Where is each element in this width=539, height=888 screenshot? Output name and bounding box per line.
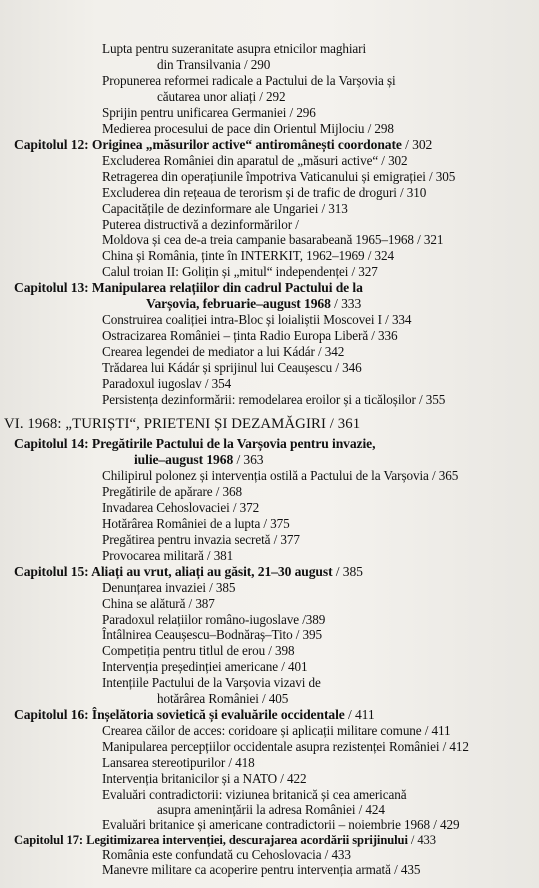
chapter-heading-continuation: iulie–august 1968 / 363	[134, 452, 264, 467]
toc-entry: China și România, ținte în INTERKIT, 1962–1969 / 324	[102, 248, 394, 264]
toc-entry: Competiția pentru titlul de erou / 398	[102, 643, 295, 659]
toc-entry: Pregătirea pentru invazia secretă / 377	[102, 531, 300, 547]
toc-entry: Crearea căilor de acces: coridoare și aplicații militare comune / 411	[102, 723, 451, 739]
toc-entry: Puterea distructivă a dezinformărilor /	[102, 216, 299, 232]
part-heading: VI. 1968: „TURIȘTI“, PRIETENI ȘI DEZAMĂGIRI / 361	[4, 416, 361, 433]
toc-entry: Paradoxul relațiilor româno-iugoslave /389	[102, 611, 326, 627]
toc-entry: Pregătirile de apărare / 368	[102, 483, 243, 499]
toc-entry: Manipularea percepțiilor occidentale asupra rezistenței României / 412	[102, 739, 469, 755]
toc-entry-continuation: hotărârea României / 405	[157, 691, 289, 707]
toc-entry: Sprijin pentru unificarea Germaniei / 296	[102, 104, 316, 120]
chapter-heading: Capitolul 15: Aliați au vrut, aliați au găsit, 21–30 august / 385	[14, 563, 363, 579]
toc-entry: Evaluări contradictorii: viziunea britanică și cea americană	[102, 786, 407, 802]
toc-entry: Crearea legendei de mediator a lui Kádár / 342	[102, 344, 345, 360]
toc-entry: Hotărârea României de a lupta / 375	[102, 515, 290, 531]
toc-entry: Ostracizarea României – ținta Radio Europa Liberă / 336	[102, 328, 398, 344]
chapter-heading: Capitolul 12: Originea „măsurilor active“ antiromânești coordonate / 302	[14, 136, 433, 152]
toc-entry: Evaluări britanice și americane contradictorii – noiembrie 1968 / 429	[102, 817, 460, 832]
toc-entry: Lupta pentru suzeranitate asupra etnicilor maghiari	[102, 41, 367, 56]
toc-entry: Chilipirul polonez și intervenția ostilă a Pactului de la Varșovia / 365	[102, 467, 459, 483]
toc-entry: Moldova și cea de-a treia campanie basarabeană 1965–1968 / 321	[102, 232, 444, 248]
toc-entry: Lansarea stereotipurilor / 418	[102, 755, 255, 770]
chapter-heading: Capitolul 14: Pregătirile Pactului de la Varșovia pentru invazie,	[14, 436, 376, 451]
toc-entry: Persistența dezinformării: remodelarea eroilor și a ticăloșilor / 355	[102, 391, 446, 407]
toc-entry-continuation: căutarea unor aliați / 292	[157, 88, 286, 104]
chapter-heading: Capitolul 13: Manipularea relațiilor din cadrul Pactului de la	[14, 280, 363, 296]
toc-entry: Intențiile Pactului de la Varșovia vizavi de	[102, 675, 321, 691]
toc-entry: Invadarea Cehoslovaciei / 372	[102, 499, 260, 515]
chapter-heading: Capitolul 17: Legitimizarea intervenției, descurajarea acordării sprijinului / 433	[14, 833, 436, 847]
toc-entry: China se alătură / 387	[102, 595, 215, 611]
toc-entry: Capacitățile de dezinformare ale Ungariei / 313	[102, 200, 348, 216]
toc-entry: Intervenția președinției americane / 401	[102, 659, 308, 675]
toc-entry: Intervenția britanicilor și a NATO / 422	[102, 771, 307, 786]
toc-entry: Trădarea lui Kádár și sprijinul lui Ceaușescu / 346	[102, 360, 362, 375]
toc-entry-continuation: asupra amenințării la adresa României / 424	[157, 801, 385, 817]
toc-entry: Manevre militare ca acoperire pentru intervenția armată / 435	[102, 862, 421, 877]
toc-entry: Propunerea reformei radicale a Pactului de la Varșovia și	[102, 72, 396, 88]
toc-entry: România este confundată cu Cehoslovacia / 433	[102, 847, 351, 862]
chapter-heading-continuation: Varșovia, februarie–august 1968 / 333	[146, 296, 362, 312]
toc-entry: Construirea coaliției intra-Bloc și loialiștii Moscovei I / 334	[102, 312, 412, 328]
toc-entry: Excluderea României din aparatul de „măsuri active“ / 302	[102, 152, 408, 168]
toc-entry: Calul troian II: Golițin și „mitul“ independenței / 327	[102, 264, 378, 280]
toc-entry: Paradoxul iugoslav / 354	[102, 376, 232, 391]
toc-entry: Excluderea din rețeaua de terorism și de trafic de droguri / 310	[102, 184, 427, 200]
toc-entry: Retragerea din operațiunile împotriva Vaticanului și emigrației / 305	[102, 168, 456, 184]
toc-entry: Medierea procesului de pace din Orientul Mijlociu / 298	[102, 120, 394, 136]
toc-entry-continuation: din Transilvania / 290	[157, 57, 271, 72]
toc-entry: Provocarea militară / 381	[102, 547, 234, 563]
chapter-heading: Capitolul 16: Înșelătoria sovietică și evaluările occidentale / 411	[14, 707, 375, 723]
toc-entry: Denunțarea invaziei / 385	[102, 579, 236, 595]
toc-entry: Întâlnirea Ceaușescu–Bodnăraș–Tito / 395	[102, 627, 323, 643]
